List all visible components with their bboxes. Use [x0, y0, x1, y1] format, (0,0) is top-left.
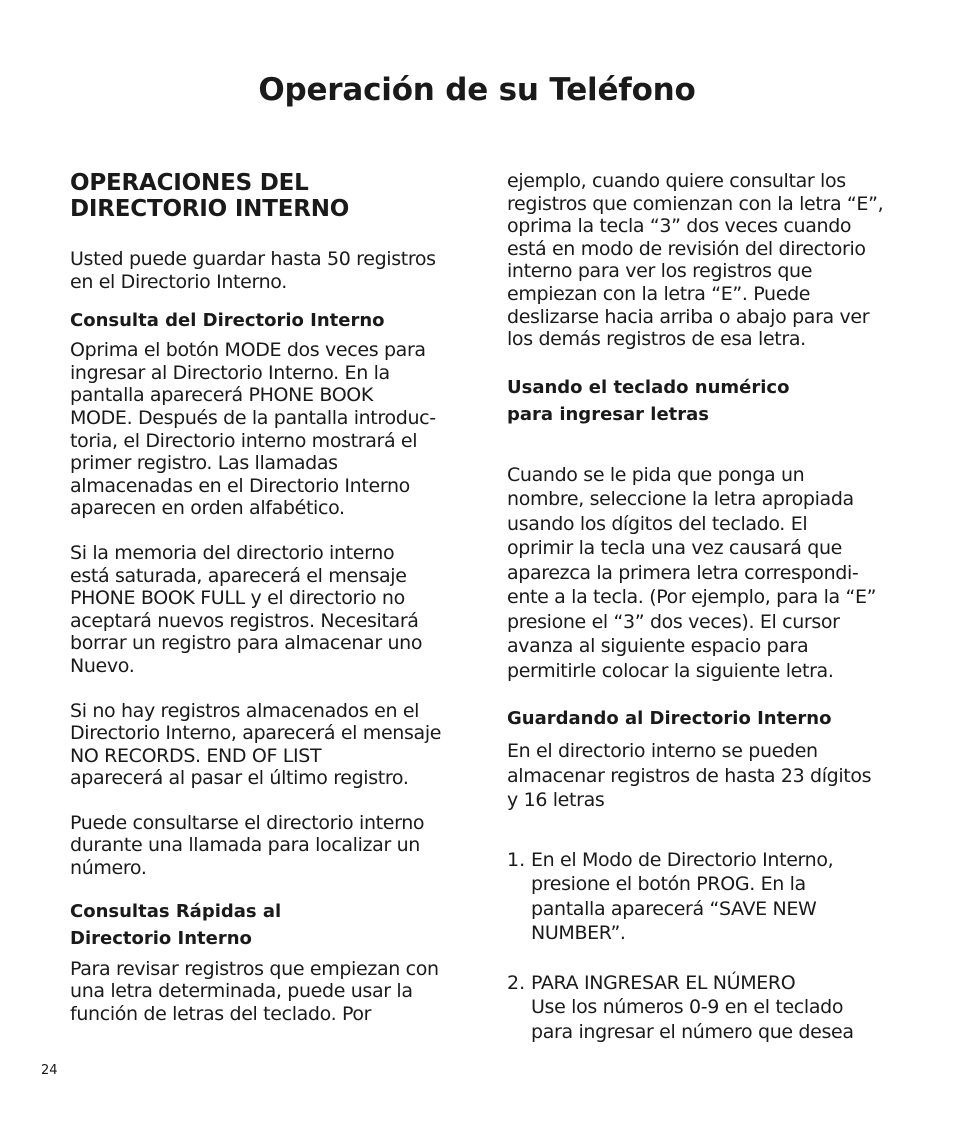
rapidas-paragraph: Para revisar registros que empiezan con una letra determinada, puede usar la función de letras del teclado. Por	[70, 957, 439, 1025]
page-title: Operación de su Teléfono	[258, 72, 696, 108]
intro-paragraph: Usted puede guardar hasta 50 registros en el Directorio Interno.	[70, 248, 436, 293]
consulta-paragraph-2: Si la memoria del directorio interno está saturada, aparecerá el mensaje PHONE BOOK FULL y el directorio no aceptará nuevos registros. Necesitará borrar un registro para almacenar uno Nuevo.	[70, 541, 423, 677]
teclado-paragraph: Cuando se le pida que ponga un nombre, seleccione la letra apropiada usando los dígitos del teclado. El oprimir la tecla una vez causará que aparezca la primera letra correspondi- ente a la tecla. (Por ejemplo, para la “E” presione el “3” dos veces). El cursor avanza al siguiente espacio para permitirle colocar la siguiente letra.	[507, 463, 877, 682]
rapidas-paragraph-continued: ejemplo, cuando quiere consultar los registros que comienzan con la letra “E”, oprima la tecla “3” dos veces cuando está en modo de revisión del directorio interno para ver los registros que empiezan con la letra “E”. Puede deslizarse hacia arriba o abajo para ver los demás registros de esa letra.	[507, 170, 884, 351]
step-2-number: 2.	[507, 971, 526, 994]
teclado-heading: Usando el teclado numérico para ingresar letras	[507, 376, 790, 425]
step-1	[507, 848, 897, 946]
guardando-heading: Guardando al Directorio Interno	[507, 708, 832, 730]
page-number: 24	[41, 1063, 58, 1078]
consulta-paragraph-3: Si no hay registros almacenados en el Directorio Interno, aparecerá el mensaje NO RECORDS. END OF LIST aparecerá al pasar el último registro.	[70, 699, 442, 790]
step-2	[507, 971, 897, 1045]
step-1-text: En el Modo de Directorio Interno, presione el botón PROG. En la pantalla aparecerá “SAVE NEW NUMBER”.	[531, 848, 834, 945]
consulta-paragraph-1: Oprima el botón MODE dos veces para ingresar al Directorio Interno. En la pantalla aparecerá PHONE BOOK MODE. Después de la pantalla introduc- toria, el Directorio interno mostrará el primer registro. Las llamadas almacenadas en el Directorio Interno aparecen en orden alfabético.	[70, 339, 436, 520]
left-column	[70, 170, 460, 1025]
step-1-number: 1.	[507, 848, 526, 871]
consulta-heading: Consulta del Directorio Interno	[70, 310, 385, 332]
right-column	[507, 170, 897, 1044]
guardando-paragraph: En el directorio interno se pueden almacenar registros de hasta 23 dígitos y 16 letras	[507, 740, 872, 812]
section-title: OPERACIONES DEL DIRECTORIO INTERNO	[70, 170, 350, 222]
rapidas-heading: Consultas Rápidas al Directorio Interno	[70, 900, 282, 949]
consulta-paragraph-4: Puede consultarse el directorio interno durante una llamada para localizar un número.	[70, 811, 425, 880]
step-2-text: PARA INGRESAR EL NÚMERO Use los números 0-9 en el teclado para ingresar el número que desea	[531, 971, 854, 1043]
